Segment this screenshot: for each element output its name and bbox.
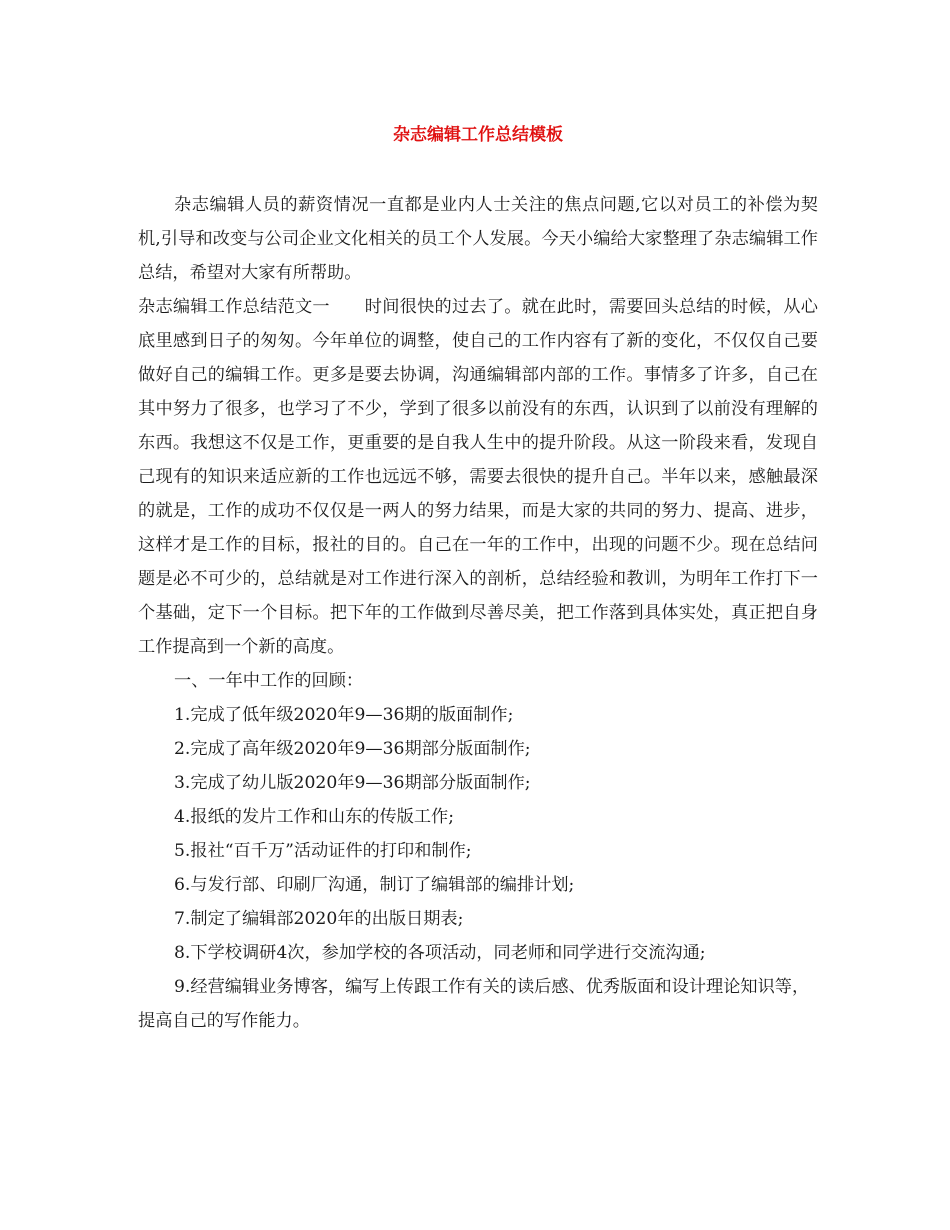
list-item: 4.报纸的发片工作和山东的传版工作; bbox=[174, 807, 455, 827]
section-heading: 一、一年中工作的回顾： bbox=[174, 671, 364, 691]
document-title: 杂志编辑工作总结模板 bbox=[393, 125, 563, 145]
document-page bbox=[138, 122, 818, 1038]
list-item: 6.与发行部、印刷厂沟通，制订了编辑部的编排计划; bbox=[174, 875, 575, 895]
list-item: 3.完成了幼儿版2020年9—36期部分版面制作; bbox=[174, 773, 531, 793]
list-item: 2.完成了高年级2020年9—36期部分版面制作; bbox=[174, 739, 531, 759]
body-paragraph: 杂志编辑工作总结范文一 时间很快的过去了。就在此时，需要回头总结的时候，从心底里感到日子的匆匆。今年单位的调整，使自己的工作内容有了新的变化，不仅仅自己要做好自己的编辑工作。更多是要去协调，沟通编辑部内部的工作。事情多了许多，自己在其中努力了很多，也学习了不少，学到了很多以前没有的东西，认识到了以前没有理解的东西。我想这不仅是工作，更重要的是自我人生中的提升阶段。从这一阶段来看，发现自己现有的知识来适应新的工作也远远不够，需要去很快的提升自己。半年以来，感触最深的就是，工作的成功不仅仅是一两人的努力结果，而是大家的共同的努力、提高、进步，这样才是工作的目标，报社的目的。自己在一年的工作中，出现的问题不少。现在总结问题是必不可少的，总结就是对工作进行深入的剖析，总结经验和教训，为明年工作打下一个基础，定下一个目标。把下年的工作做到尽善尽美，把工作落到具体实处，真正把自身工作提高到一个新的高度。 bbox=[138, 297, 818, 657]
list-item: 1.完成了低年级2020年9—36期的版面制作; bbox=[174, 705, 514, 725]
list-item: 7.制定了编辑部2020年的出版日期表; bbox=[174, 909, 464, 929]
intro-paragraph: 杂志编辑人员的薪资情况一直都是业内人士关注的焦点问题,它以对员工的补偿为契机,引导和改变与公司企业文化相关的员工个人发展。今天小编给大家整理了杂志编辑工作总结，希望对大家有所帮助。 bbox=[138, 195, 818, 283]
list-item: 9.经营编辑业务博客，编写上传跟工作有关的读后感、优秀版面和设计理论知识等，提高自己的写作能力。 bbox=[138, 977, 810, 1031]
list-item: 5.报社“百千万”活动证件的打印和制作; bbox=[174, 841, 472, 861]
list-item: 8.下学校调研4次，参加学校的各项活动，同老师和同学进行交流沟通; bbox=[174, 943, 706, 963]
